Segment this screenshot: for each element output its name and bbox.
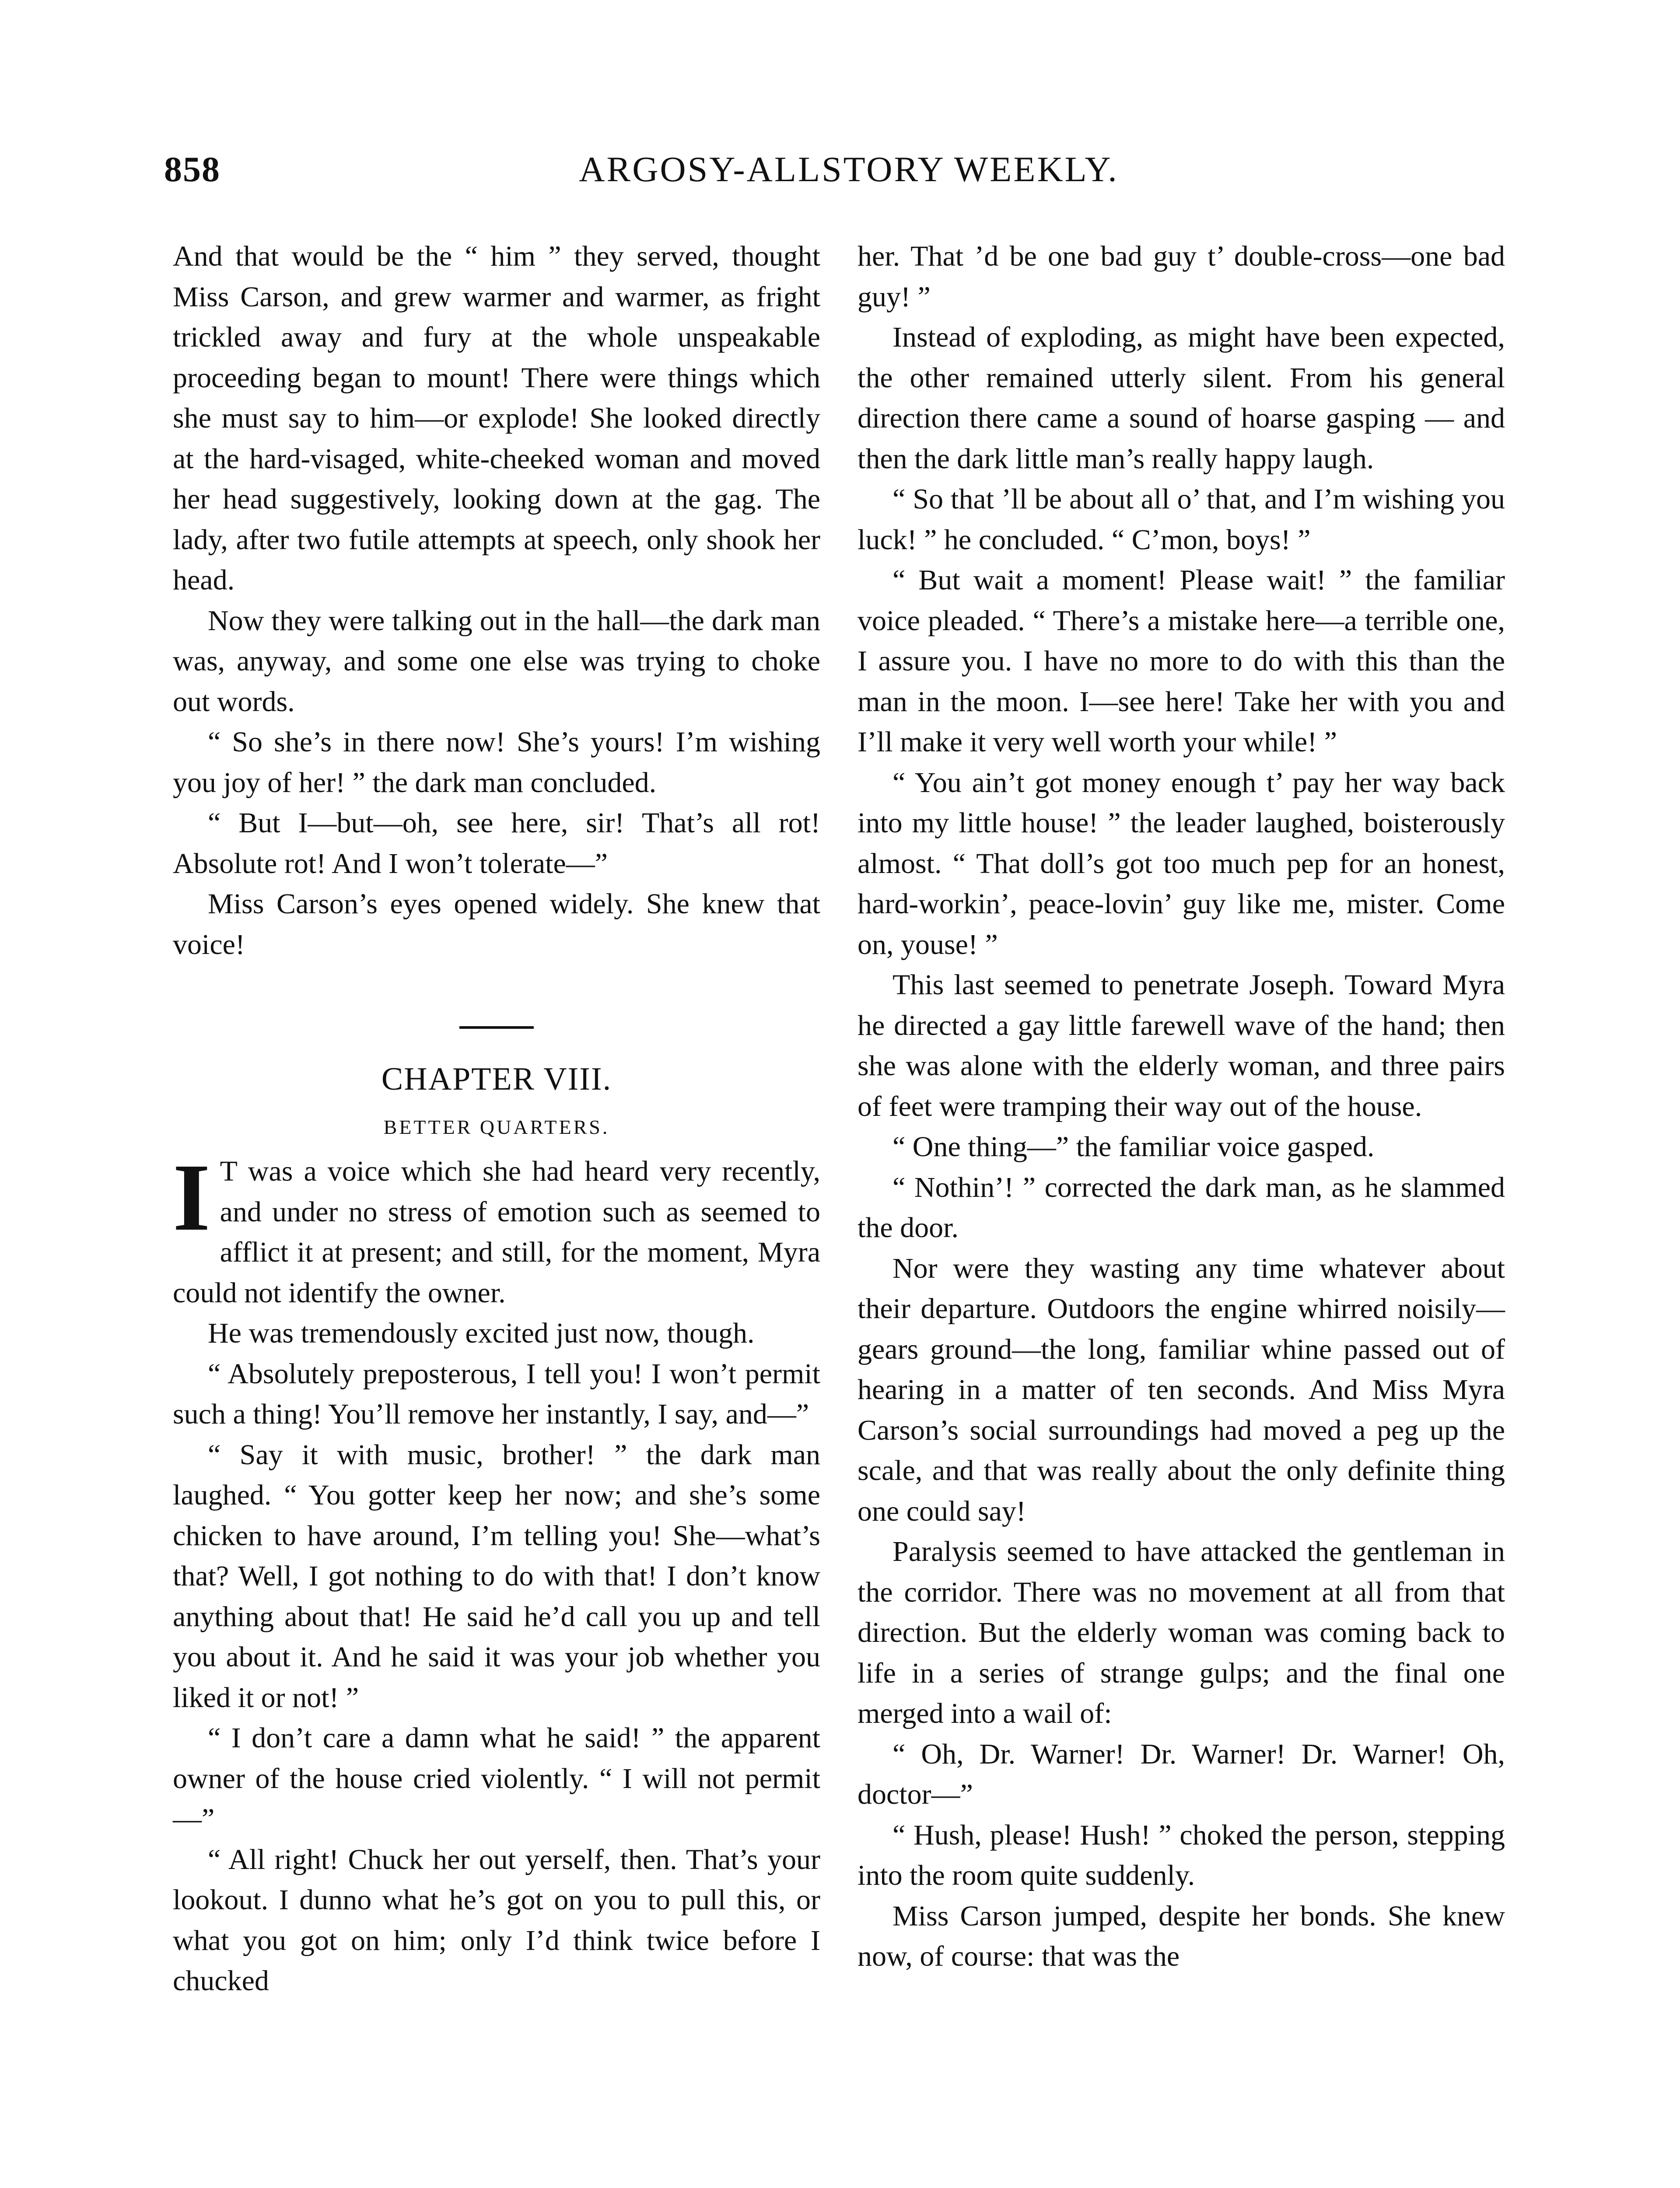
page-number: 858 [164,149,220,189]
page-header [164,149,1533,197]
paragraph: Nor were they wasting any time whatever about their departure. Outdoors the engine whirred noisily—gears ground—the long, familiar whine passed out of hearing in a matter of ten seconds. And Miss Myra Carson’s social surroundings had moved a peg up the scale, and that was really about the only definite thing one could say! [858,1252,1505,1527]
paragraph: Miss Carson’s eyes opened widely. She knew that voice! [173,888,820,961]
chapter-title: CHAPTER VIII. [381,1061,612,1097]
paragraph: “ So she’s in there now! She’s yours! I’m wishing you joy of her! ” the dark man concluded. [173,726,820,799]
paragraph: “ One thing—” the familiar voice gasped. [892,1131,1375,1163]
chapter-subtitle: BETTER QUARTERS. [383,1116,610,1138]
chapter-divider [459,1026,534,1029]
chapter-opening-paragraph [173,1144,820,1313]
continued-paragraph: her. That ’d be one bad guy t’ double-cross—one bad guy! ” [858,240,1505,313]
magazine-title: ARGOSY-ALLSTORY WEEKLY. [579,149,1119,189]
paragraph: Paralysis seemed to have attacked the gentleman in the corridor. There was no movement at all from that direction. But the elderly woman was coming back to life in a series of strange gulps; and the final one merged into a wail of: [858,1536,1505,1729]
paragraph: “ Nothin’! ” corrected the dark man, as he slammed the door. [858,1171,1505,1244]
left-column [173,236,820,2002]
paragraph: “ But wait a moment! Please wait! ” the familiar voice pleaded. “ There’s a mistake here—a terrible one, I assure you. I have no more to do with this than the man in the moon. I—see here! Take her with you and I’ll make it very well worth your while! ” [858,564,1505,758]
paragraph: “ Absolutely preposterous, I tell you! I won’t permit such a thing! You’ll remove her instantly, I say, and—” [173,1357,820,1430]
paragraph: “ But I—but—oh, see here, sir! That’s all rot! Absolute rot! And I won’t tolerate—” [173,807,820,880]
paragraph: “ So that ’ll be about all o’ that, and I’m wishing you luck! ” he concluded. “ C’mon, boys! ” [858,483,1505,556]
paragraph: “ Say it with music, brother! ” the dark man laughed. “ You gotter keep her now; and she’s some chicken to have around, I’m telling you! She—what’s that? Well, I got nothing to do with that! I don’t know anything about that! He said he’d call you up and tell you about it. And he said it was your job whether you liked it or not! ” [173,1438,820,1714]
paragraph: Now they were talking out in the hall—the dark man was, anyway, and some one else was trying to choke out words. [173,604,820,718]
paragraph: This last seemed to penetrate Joseph. Toward Myra he directed a gay little farewell wave of the hand; then she was alone with the elderly woman, and three pairs of feet were tramping their way out of the house. [858,969,1505,1122]
paragraph: He was tremendously excited just now, though. [208,1317,755,1349]
paragraph: Miss Carson jumped, despite her bonds. She knew now, of course: that was the [858,1900,1505,1972]
paragraph: “ Hush, please! Hush! ” choked the person, stepping into the room quite suddenly. [858,1819,1505,1891]
paragraph: “ Oh, Dr. Warner! Dr. Warner! Dr. Warner! Oh, doctor—” [858,1738,1505,1810]
opening-text: T was a voice which she had heard very recently, and under no stress of emotion such as seemed to afflict it at present; and still, for the moment, Myra could not identify the owner. [173,1155,820,1309]
paragraph: “ All right! Chuck her out yerself, then. That’s your lookout. I dunno what he’s got on you to pull this, or what you got on him; only I’d think twice before I chucked [173,1843,820,1997]
paragraph: Instead of exploding, as might have been expected, the other remained utterly silent. From his general direction there came a sound of hoarse gasping — and then the dark little man’s really happy laugh. [858,321,1505,475]
right-column [858,236,1505,1977]
drop-cap: I [173,1144,210,1251]
paragraph: “ You ain’t got money enough t’ pay her way back into my little house! ” the leader laughed, boisterously almost. “ That doll’s got too much pep for an honest, hard-workin’, peace-lovin’ guy like me, mister. Come on, youse! ” [858,766,1505,961]
paragraph: And that would be the “ him ” they served, thought Miss Carson, and grew warmer and warmer, as fright trickled away and fury at the whole unspeakable proceeding began to mount! There were things which she must say to him—or explode! She looked directly at the hard-visaged, white-cheeked woman and moved her head suggestively, looking down at the gag. The lady, after two futile attempts at speech, only shook her head. [173,240,820,596]
paragraph: “ I don’t care a damn what he said! ” the apparent owner of the house cried violently. “ I will not permit—” [173,1722,820,1835]
